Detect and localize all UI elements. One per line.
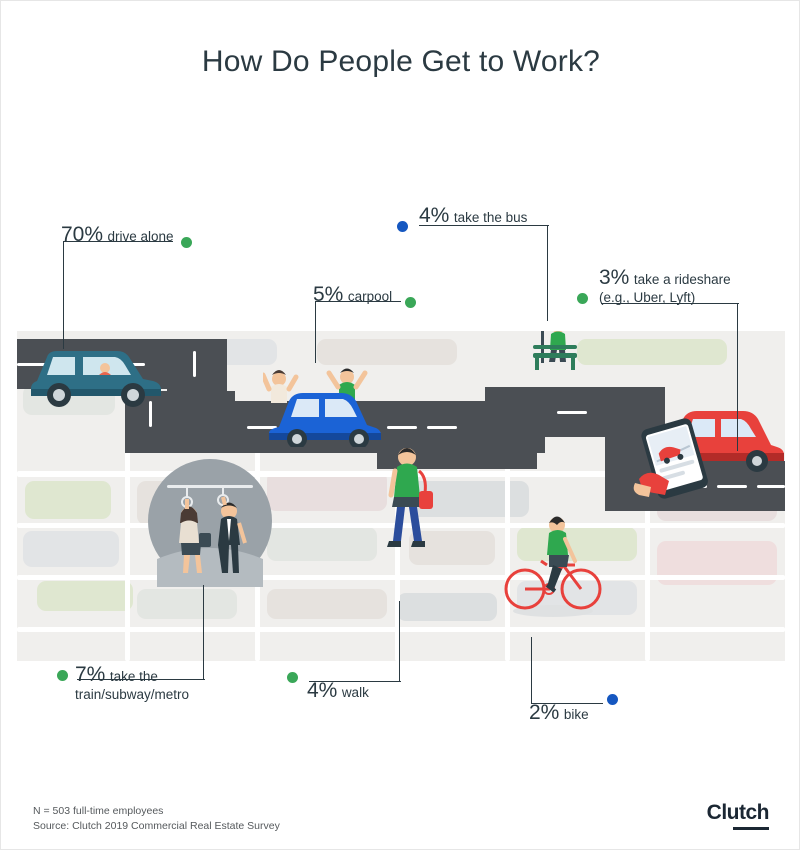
page-title: How Do People Get to Work? — [201, 45, 601, 78]
callout-drive-alone-dot — [181, 237, 192, 248]
map-block — [267, 471, 387, 511]
callout-bus-leader — [547, 225, 548, 321]
bus-stop-illustration: BUS STOP — [511, 331, 581, 391]
map-block — [25, 481, 111, 519]
cyclist-illustration — [503, 507, 603, 619]
callout-rideshare-pct: 3% — [599, 266, 630, 289]
map-street — [17, 575, 785, 580]
map-block — [577, 339, 727, 365]
map-block — [37, 581, 133, 611]
map-street — [17, 627, 785, 632]
callout-walk-dot — [287, 672, 298, 683]
callout-train-leader — [203, 585, 204, 679]
callout-drive-alone-label: drive alone — [107, 229, 174, 244]
city-map-illustration — [17, 299, 785, 661]
callout-rideshare-leader — [601, 303, 739, 304]
callout-carpool-label: carpool — [347, 289, 393, 304]
callout-bus-label: take the bus — [453, 210, 528, 225]
callout-bike-dot — [607, 694, 618, 705]
callout-bus-leader — [419, 225, 549, 226]
callout-bike-pct: 2% — [529, 701, 560, 724]
rideshare-phone-illustration — [631, 417, 715, 503]
callout-drive-alone — [61, 223, 174, 247]
car-carpool-illustration — [263, 353, 383, 447]
map-block — [137, 589, 237, 619]
callout-drive-alone-leader — [63, 241, 173, 242]
road-dash — [387, 426, 417, 429]
map-block — [397, 593, 497, 621]
road-dash — [717, 485, 747, 488]
callout-drive-alone-pct: 70% — [61, 223, 104, 246]
car-drive-alone-illustration — [25, 337, 165, 409]
callout-rideshare — [599, 266, 731, 306]
callout-bus-dot — [397, 221, 408, 232]
walking-person-illustration — [377, 441, 439, 557]
map-block — [23, 531, 119, 567]
callout-rideshare-dot — [577, 293, 588, 304]
callout-bus-pct: 4% — [419, 204, 450, 227]
callout-carpool-leader — [315, 301, 401, 302]
callout-bike — [529, 701, 589, 725]
callout-walk — [307, 679, 369, 703]
callout-rideshare-label2: (e.g., Uber, Lyft) — [599, 290, 696, 305]
callout-walk-leader — [309, 681, 401, 682]
brand-name: Clutch — [706, 801, 769, 824]
road-dash — [427, 426, 457, 429]
callout-bike-leader — [531, 637, 532, 703]
brand-underline — [733, 827, 769, 830]
callout-train — [75, 663, 189, 703]
callout-carpool-dot — [405, 297, 416, 308]
callout-walk-pct: 4% — [307, 679, 338, 702]
road-dash — [193, 351, 196, 377]
callout-carpool-pct: 5% — [313, 283, 344, 306]
road-dash — [557, 411, 587, 414]
footnote-sample-size: N = 503 full-time employees — [33, 805, 164, 817]
callout-carpool — [313, 283, 392, 307]
callout-train-leader — [77, 679, 205, 680]
brand-logo — [707, 801, 769, 825]
callout-train-dot — [57, 670, 68, 681]
callout-rideshare-label: take a rideshare — [633, 272, 731, 287]
callout-carpool-leader — [315, 301, 316, 363]
callout-rideshare-leader — [737, 303, 738, 451]
map-block — [267, 527, 377, 561]
callout-bike-label: bike — [563, 707, 589, 722]
callout-drive-alone-leader — [63, 241, 64, 349]
callout-walk-leader — [399, 601, 400, 681]
callout-bike-leader — [531, 703, 603, 704]
road-dash — [757, 485, 785, 488]
callout-train-label2: train/subway/metro — [75, 687, 190, 702]
footnote-source: Source: Clutch 2019 Commercial Real Estate Survey — [33, 820, 280, 832]
map-street — [125, 451, 130, 661]
train-commuters-illustration — [143, 459, 277, 587]
callout-train-label: take the — [109, 669, 158, 684]
map-block — [267, 589, 387, 619]
callout-train-pct: 7% — [75, 663, 106, 686]
callout-walk-label: walk — [341, 685, 369, 700]
